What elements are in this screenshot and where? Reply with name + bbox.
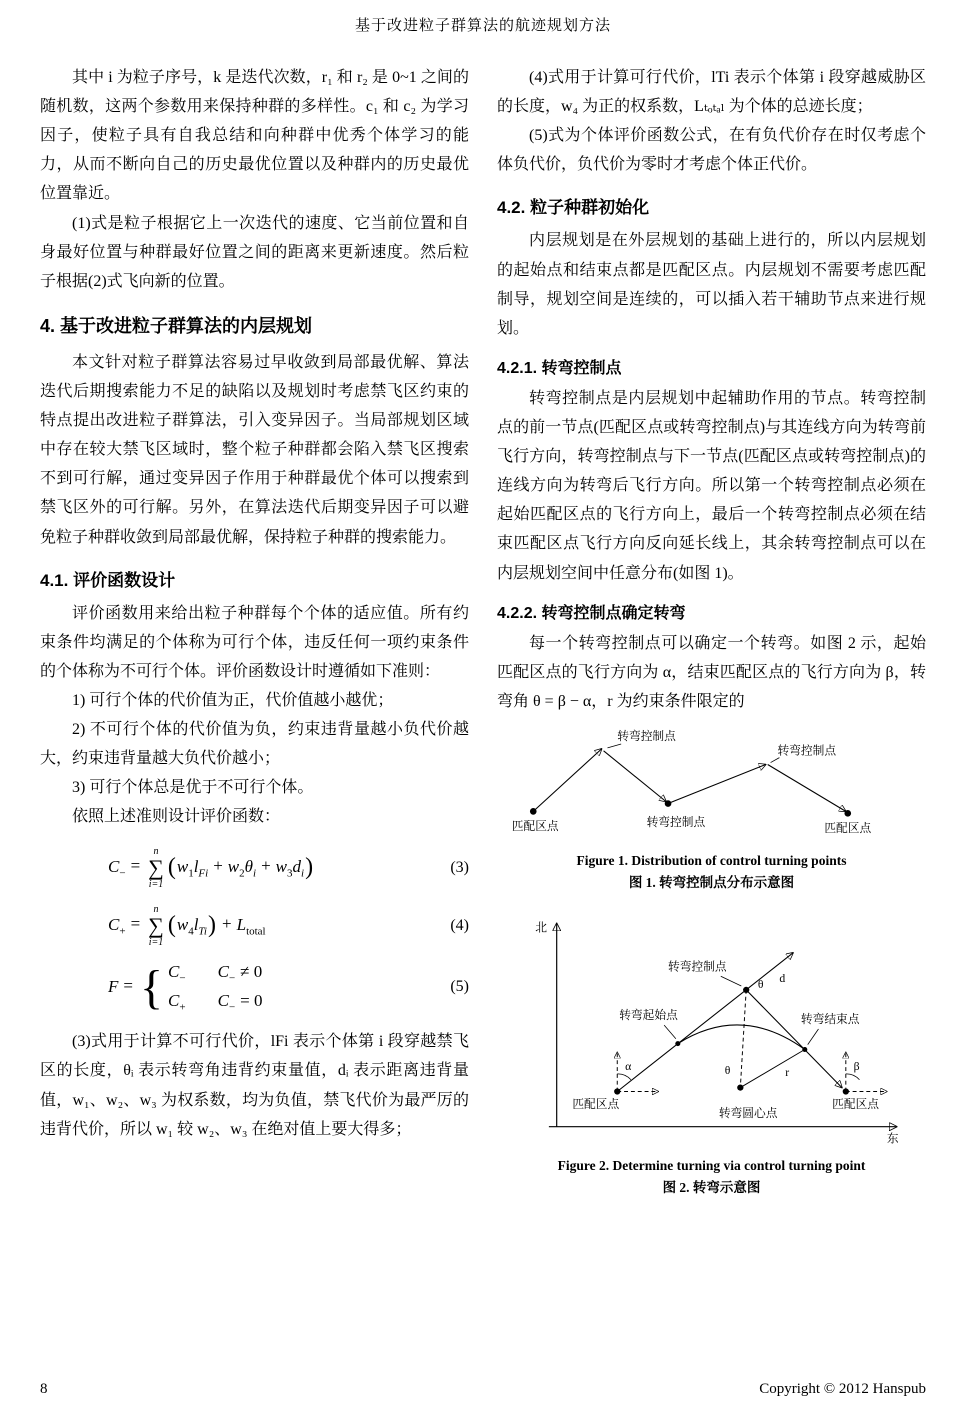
math-token: ( bbox=[167, 912, 176, 939]
math-token: w bbox=[176, 856, 189, 876]
equation-3 bbox=[40, 846, 469, 890]
fig1-label-mp1: 匹配区点 bbox=[511, 819, 559, 833]
right-column bbox=[497, 63, 926, 1212]
math-token: + bbox=[222, 914, 232, 934]
turn-center-dot bbox=[737, 1085, 743, 1091]
case-line-2 bbox=[168, 991, 267, 1013]
paragraph-p3: 本文针对粒子群算法容易过早收敛到局部最优解、算法迭代后期搜索能力不足的缺陷以及规划时考虑禁飞区约束的特点提出改进粒子群算法，引入变异因子。当局部规划区域中存在较大禁飞区域时，整个粒子种群都会陷入禁飞区搜索不到可行解，通过变异因子作用于种群最优个体可以搜索到禁飞区外的可行解。另外，在算法迭代后期变异因子可以避免粒子种群收敛到局部最优解，保持粒子种群的搜索能力。 bbox=[40, 353, 469, 546]
center-dashed-line bbox=[740, 990, 746, 1088]
figure-1-caption-zh: 图 1. 转弯控制点分布示意图 bbox=[628, 874, 795, 890]
fig2-label-theta-bottom: θ bbox=[724, 1064, 730, 1078]
paragraph-p5: 依照上述准则设计评价函数： bbox=[72, 808, 281, 826]
fig2-label-r: r bbox=[784, 1066, 789, 1080]
math-token: 1 bbox=[188, 866, 194, 879]
figure-2-caption-zh: 图 2. 转弯示意图 bbox=[662, 1179, 761, 1195]
math-token: θ bbox=[244, 856, 253, 876]
fig2-label-east: 东 bbox=[886, 1132, 899, 1146]
start-leader bbox=[664, 1025, 676, 1039]
match-point-dot-left bbox=[614, 1089, 620, 1095]
math-token: + bbox=[261, 856, 271, 876]
math-token: C bbox=[108, 914, 120, 934]
cases-brace: { bbox=[139, 960, 164, 1014]
paragraph-r2: (5)式为个体评价函数公式，在有负代价存在时仅考虑个体负代价，负代价为零时才考虑个体正代价。 bbox=[497, 127, 926, 174]
math-token: + bbox=[213, 856, 223, 876]
fig2-label-end: 转弯结束点 bbox=[800, 1013, 859, 1027]
section-heading-4-2-2: 4.2.2. 转弯控制点确定转弯 bbox=[497, 604, 686, 622]
paragraph-r4: 转弯控制点是内层规划中起辅助作用的节点。转弯控制点的前一节点(匹配区点或转弯控制点)与其连线方向为转弯前飞行方向，转弯控制点与下一节点(匹配区点或转弯控制点)的连线方向为转弯后飞行方向。所以第一个转弯控制点必须在起始匹配区点的飞行方向上，最后一个转弯控制点必须在结束匹配区点飞行方向反向延长线上，其余转弯控制点可以在内层规划空间中任意分布(如图 1)。 bbox=[497, 389, 926, 582]
paragraph-r5: 每一个转弯控制点可以确定一个转弯。如图 2 示，起始匹配区点的飞行方向为 α，结束匹配区点的飞行方向为 β，转弯角 θ = β − α，r 为约束条件限定的 bbox=[497, 634, 926, 710]
page-header bbox=[40, 14, 926, 35]
equation-3-math bbox=[108, 846, 314, 890]
label-leader-2 bbox=[770, 758, 779, 763]
sum-sigma: ∑ bbox=[148, 854, 164, 880]
section-heading-4-2-1: 4.2.1. 转弯控制点 bbox=[497, 359, 622, 377]
sum-symbol bbox=[148, 846, 164, 890]
path-segment-1 bbox=[533, 749, 601, 812]
fig2-label-alpha: α bbox=[624, 1060, 631, 1074]
math-token: w bbox=[275, 856, 287, 876]
math-token: i bbox=[301, 866, 305, 879]
math-token: l bbox=[193, 914, 199, 934]
fig1-label-cp1: 转弯控制点 bbox=[616, 730, 676, 744]
copyright: Copyright © 2012 Hanspub bbox=[759, 1381, 926, 1397]
math-token: = bbox=[130, 914, 141, 934]
math-token: C bbox=[168, 990, 180, 1010]
fig2-label-mp-left: 匹配区点 bbox=[571, 1098, 619, 1112]
sum-upper-limit: n bbox=[153, 845, 159, 857]
fig2-label-d: d bbox=[778, 972, 785, 986]
math-token: 2 bbox=[239, 866, 245, 879]
list-item-3: 3) 可行个体总是优于不可行个体。 bbox=[72, 779, 314, 797]
math-token: = bbox=[130, 856, 141, 876]
math-token: l bbox=[193, 856, 199, 876]
page-footer bbox=[40, 1381, 926, 1398]
turn-start-dot bbox=[675, 1041, 680, 1046]
path-segment-4 bbox=[767, 764, 845, 811]
paragraph-p4: 评价函数用来给出粒子种群每个个体的适应值。所有约束条件均满足的个体称为可行个体，违反任何一项约束条件的个体称为不可行个体。评价函数设计时遵循如下准则： bbox=[40, 604, 469, 680]
math-token: C bbox=[168, 961, 180, 981]
match-point-dot-right bbox=[842, 1089, 848, 1095]
math-token: L bbox=[236, 914, 247, 934]
fig2-label-mp-right: 匹配区点 bbox=[831, 1098, 879, 1112]
fig2-label-theta-top: θ bbox=[757, 978, 764, 992]
sum-sigma: ∑ bbox=[148, 912, 164, 938]
math-token: − bbox=[228, 1001, 236, 1014]
list-item-1: 1) 可行个体的代价值为正，代价值越小越优； bbox=[72, 691, 394, 709]
paragraph-p2: (1)式是粒子根据它上一次迭代的速度、它当前位置和自身最好位置与种群最好位置之间的距离来更新速度。然后粒子根据(2)式飞向新的位置。 bbox=[40, 214, 469, 290]
beta-angle-arc bbox=[845, 1074, 859, 1080]
paragraph-r1: (4)式用于计算可行代价，lTi 表示个体第 i 段穿越威胁区的长度，w₄ 为正的权系数，Lₜₒₜₐₗ 为个体的总迹长度； bbox=[497, 69, 926, 116]
figure-2-caption-en: Figure 2. Determine turning via control turning point bbox=[557, 1158, 866, 1174]
math-token: + bbox=[119, 924, 126, 937]
paragraph-r3: 内层规划是在外层规划的基础上进行的，所以内层规划的起始点和结束点都是匹配区点。内层规划不需要考虑匹配制导，规划空间是连续的，可以插入若干辅助节点来进行规划。 bbox=[497, 232, 926, 337]
math-token: + bbox=[179, 1001, 186, 1014]
running-title: 基于改进粒子群算法的航迹规划方法 bbox=[354, 18, 611, 34]
left-column bbox=[40, 63, 469, 1144]
math-token: ≠ 0 bbox=[240, 961, 263, 981]
math-token: − bbox=[119, 866, 126, 879]
fig2-label-cp: 转弯控制点 bbox=[667, 960, 727, 974]
math-token: ) bbox=[208, 912, 216, 939]
math-token: d bbox=[292, 856, 301, 876]
math-token: − bbox=[179, 971, 186, 984]
sum-lower-limit: i=1 bbox=[148, 878, 164, 890]
sum-upper-limit: n bbox=[153, 903, 159, 915]
figure-2-canvas bbox=[502, 907, 922, 1149]
figure-1-caption-en: Figure 1. Distribution of control turning points bbox=[576, 852, 847, 868]
fig2-label-beta: β bbox=[853, 1060, 860, 1074]
control-point-dot bbox=[743, 987, 749, 993]
section-heading-4-2: 4.2. 粒子种群初始化 bbox=[497, 198, 650, 218]
equation-5 bbox=[40, 962, 469, 1014]
sum-lower-limit: i=1 bbox=[148, 936, 164, 948]
fig2-label-center: 转弯圆心点 bbox=[718, 1107, 777, 1121]
math-token: 3 bbox=[287, 866, 293, 879]
equation-5-math bbox=[108, 962, 268, 1014]
fig1-label-cp2: 转弯控制点 bbox=[776, 744, 836, 758]
outgoing-flight-line bbox=[746, 990, 842, 1088]
figure-1-caption bbox=[497, 850, 926, 893]
math-token: w bbox=[176, 914, 189, 934]
math-token: Fi bbox=[198, 866, 209, 879]
paragraph-p6: (3)式用于计算不可行代价，lFi 表示个体第 i 段穿越禁飞区的长度，θᵢ 表示转弯角违背约束量值，dᵢ 表示距离违背量值，w₁、w₂、w₃ 为权系数，均为负值，禁飞代价为最严厉的违背代价，所以 w₁ 较 w₂、w₃ 在绝对值上要大得多； bbox=[40, 1033, 469, 1138]
math-token: i bbox=[253, 866, 257, 879]
cases-block bbox=[168, 962, 267, 1014]
figure-1-canvas bbox=[502, 726, 922, 844]
fig2-label-north: 北 bbox=[534, 921, 547, 935]
math-token: F bbox=[108, 976, 119, 996]
alpha-angle-arc bbox=[617, 1074, 631, 1080]
case-line-1 bbox=[168, 962, 267, 984]
fig2-label-start: 转弯起始点 bbox=[618, 1009, 678, 1023]
math-token: = bbox=[123, 976, 133, 996]
math-token: Ti bbox=[198, 924, 207, 937]
equation-3-number: (3) bbox=[450, 858, 469, 876]
math-token: C bbox=[217, 990, 229, 1010]
math-token: total bbox=[246, 924, 266, 937]
end-leader bbox=[807, 1029, 818, 1045]
list-item-2: 2) 不可行个体的代价值为负，约束违背量越小负代价越大，约束违背量越大负代价越小； bbox=[40, 721, 469, 768]
figure-1 bbox=[497, 726, 926, 844]
equation-4-number: (4) bbox=[450, 916, 469, 934]
match-point-dot-right bbox=[844, 810, 851, 817]
page-number: 8 bbox=[40, 1381, 48, 1397]
math-token: C bbox=[108, 856, 120, 876]
math-token: ( bbox=[167, 854, 176, 881]
fig1-label-cp3: 转弯控制点 bbox=[646, 815, 705, 829]
math-token: = 0 bbox=[240, 990, 263, 1010]
paragraph-p1: 其中 i 为粒子序号，k 是迭代次数，r₁ 和 r₂ 是 0~1 之间的随机数，这两个参数用来保持种群的多样性。c₁ 和 c₂ 为学习因子，使粒子具有自我总结和向种群中优秀个体学习的能力，从而不断向自己的历史最优位置以及种群内的历史最优位置靠近。 bbox=[40, 69, 469, 203]
cp-leader bbox=[720, 976, 741, 986]
math-token: C bbox=[217, 961, 229, 981]
math-token: − bbox=[228, 971, 236, 984]
control-point-dot-middle bbox=[664, 800, 671, 807]
math-token: ) bbox=[305, 854, 314, 881]
equation-5-number: (5) bbox=[450, 978, 469, 996]
section-heading-4: 4. 基于改进粒子群算法的内层规划 bbox=[40, 315, 313, 336]
path-segment-2 bbox=[603, 751, 666, 802]
two-column-layout bbox=[40, 63, 926, 1381]
figure-2-caption bbox=[497, 1155, 926, 1198]
fig1-label-mp2: 匹配区点 bbox=[823, 821, 871, 835]
sum-symbol bbox=[148, 904, 164, 948]
label-leader-1 bbox=[607, 744, 621, 748]
radius-line bbox=[740, 1050, 804, 1088]
math-token: 4 bbox=[188, 924, 194, 937]
figure-2 bbox=[497, 907, 926, 1149]
section-heading-4-1: 4.1. 评价函数设计 bbox=[40, 570, 176, 590]
match-point-dot-left bbox=[529, 808, 536, 815]
math-token: w bbox=[227, 856, 240, 876]
path-segment-3 bbox=[668, 764, 766, 803]
turn-end-dot bbox=[802, 1047, 807, 1052]
equation-4 bbox=[40, 904, 469, 948]
equation-4-math bbox=[108, 904, 266, 948]
